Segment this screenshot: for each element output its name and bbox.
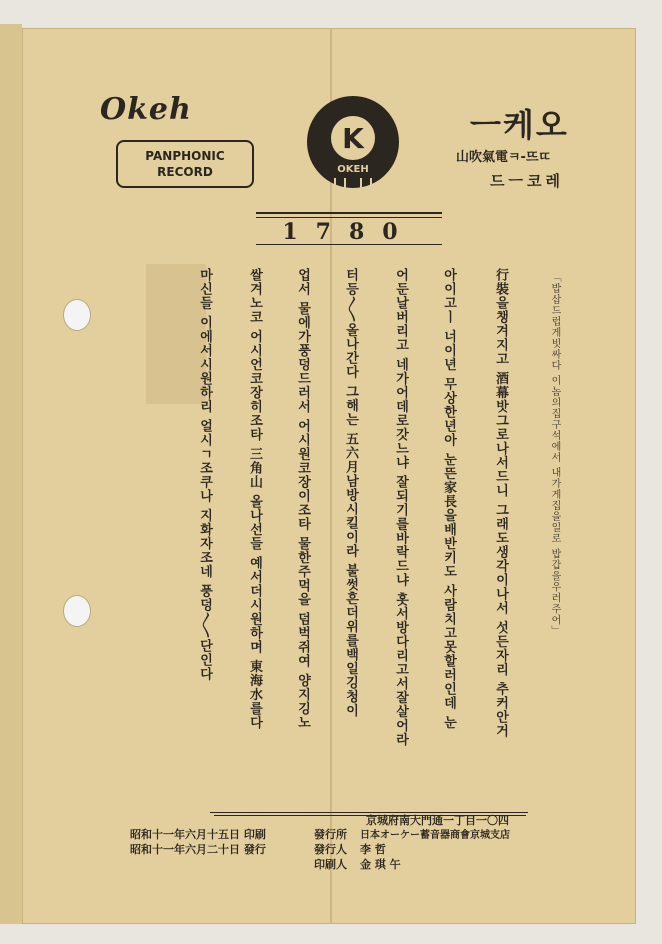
colophon-issuer: 李 哲: [360, 843, 386, 856]
record-number-text: 1780: [282, 219, 416, 245]
label-subtitle-korean: 山吹氣電ㅋ-뜨ㄸ: [456, 150, 552, 165]
adjacent-page-strip: [0, 24, 22, 924]
colophon-printer: 金 琪 午: [360, 858, 401, 871]
lyric-line-3: 어둔날버리고 네가어데로갓느냐 잘되기를바락드냐 홋서방다리고서잘살어라: [393, 268, 408, 747]
colophon-issue-date: 昭和十一年六月二十日 發行: [130, 843, 266, 856]
colophon-publisher-label: 發行所: [314, 828, 347, 841]
colophon-address: 京城府南大門通一丁目一〇四: [366, 814, 509, 827]
record-number: [256, 212, 442, 245]
colophon-publisher: 日本オーケー蓄音器商會京城支店: [360, 830, 510, 841]
colophon-printer-label: 印刷人: [314, 858, 347, 871]
lyric-line-7: 마신들 이에서시원하리 얼시ㄱ조쿠나 지화자조네 풍덩〳〵단인다: [197, 268, 212, 682]
punch-hole-bottom: [64, 596, 90, 626]
badge-line-2: RECORD: [157, 165, 213, 179]
lyric-intro-note: 「밥삽드럽게빗싸다 이놈의집구석에서 내가게집을일로 밥갑을우러주어」: [549, 272, 560, 637]
lyric-line-5: 업서 물에가풍덩드러서 어시원코장이조타 물한주먹을 덤벅쥐여 양지깅노: [295, 268, 310, 730]
lyric-line-2: 아이고ㅣ 너이년 무상한년아 눈뜬家長을배반키도 사람치고못할러인데 눈: [441, 268, 456, 730]
okeh-k-emblem-icon: [305, 94, 401, 190]
colophon-print-date: 昭和十一年六月十五日 印刷: [130, 828, 266, 841]
lyric-line-6: 쌀겨노코 어시언코장히조타 三角山 올나선들 예서더시원하며 東海水를다: [247, 268, 262, 730]
punch-hole-top: [64, 300, 90, 330]
emblem-text: OKEH: [337, 164, 369, 175]
lyric-line-1: 行裝을챙겨지고 酒幕밧그로나서드니 그래도생각이나서 섯든자리 추커안거: [493, 268, 508, 739]
badge-line-1: PANPHONIC: [145, 149, 225, 163]
colophon-issuer-label: 發行人: [314, 843, 347, 856]
lyric-line-4: 터등〳〵올나간다 그해는 五六月남방시킬이라 불썻흔더위를백일깅청이: [343, 268, 358, 718]
panphonic-record-badge: [116, 140, 254, 188]
record-word-korean: 드ㅡ코레: [490, 172, 564, 190]
okeh-logo-korean: ㅡ케오: [470, 106, 569, 144]
okeh-logo-english: Okeh: [100, 92, 192, 127]
emblem-letter: K: [342, 122, 364, 155]
